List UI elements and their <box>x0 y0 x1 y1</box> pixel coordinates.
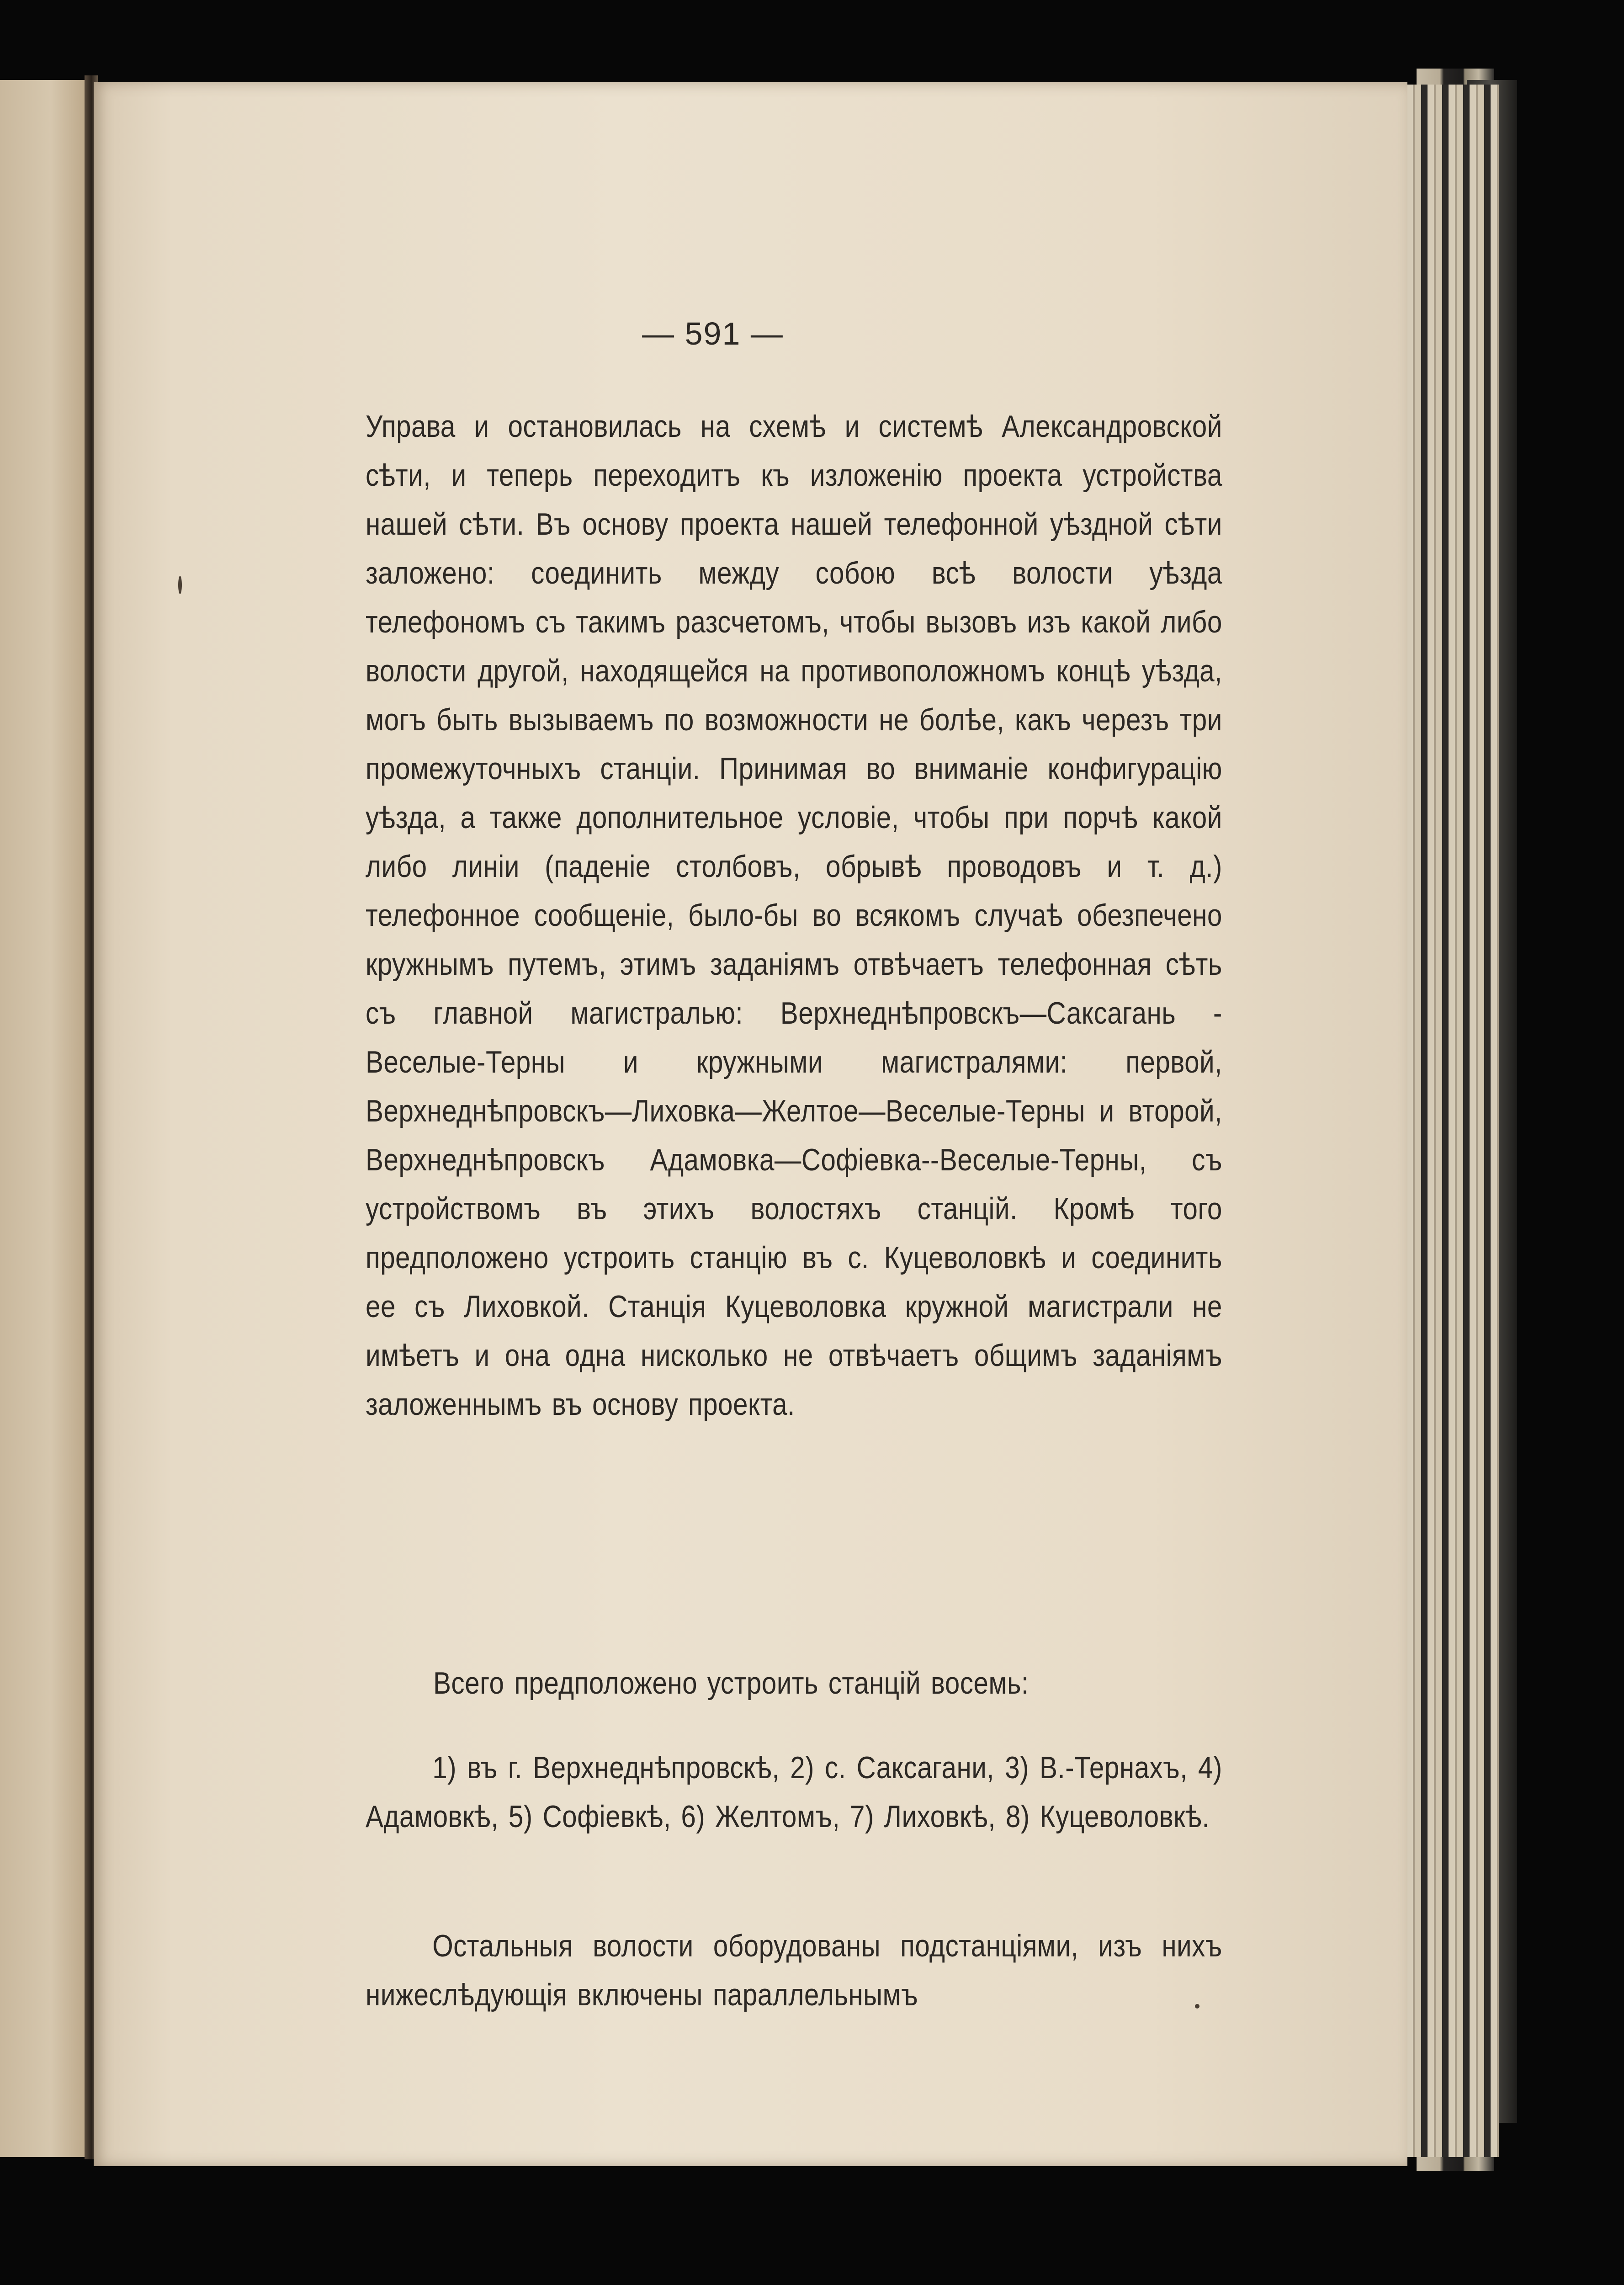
paragraph-2: Всего предположено устроить станцій восемь: <box>433 1666 1029 1700</box>
book-page <box>94 82 1407 2166</box>
page-number: — 591 — <box>642 316 784 351</box>
ink-speck <box>178 576 182 594</box>
paragraph-3: 1) въ г. Верхнеднѣпровскѣ, 2) с. Саксагани, 3) В.-Тернахъ, 4) Адамовкѣ, 5) Софіевкѣ, 6) Желтомъ, 7) Лиховкѣ, 8) Куцеволовкѣ. <box>366 1750 1222 1834</box>
paragraph-4: Остальныя волости оборудованы подстанціями, изъ нихъ нижеслѣдующія включены параллельнымъ <box>366 1929 1222 2012</box>
left-facing-page <box>0 80 86 2157</box>
paragraph-1: Управа и остановилась на схемѣ и системѣ Александровской сѣти, и теперь переходитъ къ изложенію проекта устройства нашей сѣти. Въ основу проекта нашей телефонной уѣздной сѣти заложено: соединить между собою всѣ волости уѣзда телефономъ съ такимъ разсчетомъ, чтобы вызовъ изъ какой либо волости другой, находящейся на противоположномъ концѣ уѣзда, могъ быть вызываемъ по возможности не болѣе, какъ черезъ три промежуточныхъ станціи. Принимая во вниманіе конфигурацію уѣзда, а также дополнительное условіе, чтобы при порчѣ какой либо линіи (паденіе столбовъ, обрывѣ проводовъ и т. д.) телефонное сообщеніе, было-бы во всякомъ случаѣ обезпечено кружнымъ путемъ, этимъ заданіямъ отвѣчаетъ телефонная сѣть съ главной магистралью: Верхнеднѣпровскъ—Саксагань - Веселые-Терны и кружными магистралями: первой, Верхнеднѣпровскъ—Лиховка—Желтое—Веселые-Терны и второй, Верхнеднѣпровскъ Адамовка—Софіевка--Веселые-Терны, съ устройствомъ въ этихъ волостяхъ станцій. Кромѣ того предположено устроить станцію въ с. Куцеволовкѣ и соединить ее съ Лиховкой. Станція Куцеволовка кружной магистрали не имѣетъ и она одна нисколько не отвѣчаетъ общимъ заданіямъ заложеннымъ въ основу проекта. <box>366 409 1222 1422</box>
ink-speck <box>1195 2004 1199 2009</box>
